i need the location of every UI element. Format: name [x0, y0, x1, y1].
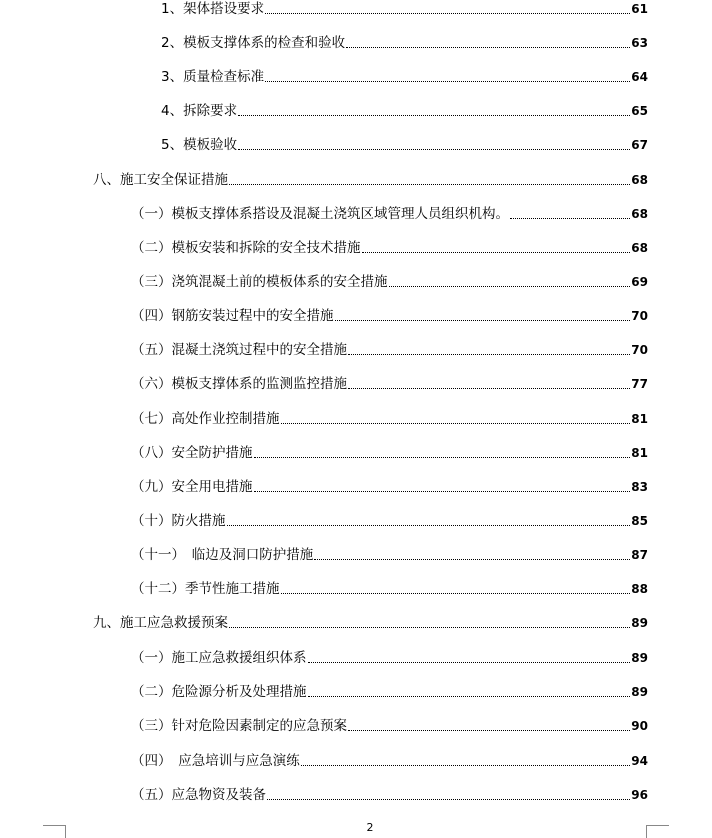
- toc-entry-page: 70: [631, 309, 648, 323]
- toc-entry[interactable]: [93, 614, 648, 632]
- toc-leader-dots: [335, 319, 631, 321]
- toc-entry[interactable]: [161, 136, 648, 154]
- toc-leader-dots: [314, 558, 630, 560]
- toc-leader-dots: [238, 148, 630, 150]
- toc-entry[interactable]: [93, 171, 648, 189]
- toc-entry-page: 70: [631, 343, 648, 357]
- toc-entry[interactable]: [131, 717, 648, 735]
- toc-entry[interactable]: [161, 68, 648, 86]
- toc-entry-title: 1、架体搭设要求: [161, 1, 265, 17]
- toc-entry-page: 89: [631, 616, 648, 630]
- toc-leader-dots: [281, 422, 631, 424]
- toc-entry-page: 83: [631, 480, 648, 494]
- toc-entry[interactable]: [131, 273, 648, 291]
- toc-entry[interactable]: [131, 546, 648, 564]
- toc-entry-title: （三）浇筑混凝土前的模板体系的安全措施: [131, 274, 388, 290]
- toc-entry-title: （七）高处作业控制措施: [131, 411, 280, 427]
- toc-entry[interactable]: [131, 239, 648, 257]
- toc-leader-dots: [389, 285, 631, 287]
- toc-entry-page: 63: [631, 36, 648, 50]
- toc-entry-page: 61: [631, 2, 648, 16]
- toc-leader-dots: [346, 46, 630, 48]
- toc-entry[interactable]: [131, 580, 648, 598]
- toc-entry-title: 八、施工安全保证措施: [93, 172, 228, 188]
- toc-entry[interactable]: [161, 34, 648, 52]
- toc-entry[interactable]: [131, 444, 648, 462]
- toc-leader-dots: [348, 353, 630, 355]
- toc-entry-title: （二）模板安装和拆除的安全技术措施: [131, 240, 361, 256]
- toc-entry-title: 4、拆除要求: [161, 103, 238, 119]
- toc-entry-page: 89: [631, 651, 648, 665]
- toc-leader-dots: [301, 764, 631, 766]
- toc-entry-title: 5、模板验收: [161, 137, 238, 153]
- toc-entry[interactable]: [161, 0, 648, 18]
- toc-leader-dots: [348, 387, 630, 389]
- toc-entry-title: 九、施工应急救援预案: [93, 615, 228, 631]
- toc-entry-title: （五）应急物资及装备: [131, 787, 266, 803]
- toc-leader-dots: [281, 592, 631, 594]
- toc-entry-page: 90: [631, 719, 648, 733]
- toc-leader-dots: [227, 524, 631, 526]
- toc-entry[interactable]: [131, 307, 648, 325]
- toc-entry-title: （三）针对危险因素制定的应急预案: [131, 718, 347, 734]
- toc-leader-dots: [238, 114, 630, 116]
- toc-entry[interactable]: [131, 478, 648, 496]
- toc-entry-title: （十一） 临边及洞口防护措施: [131, 547, 314, 563]
- toc-entry-title: （一）施工应急救援组织体系: [131, 650, 307, 666]
- toc-leader-dots: [362, 251, 631, 253]
- toc-leader-dots: [348, 729, 630, 731]
- toc-leader-dots: [265, 80, 630, 82]
- toc-leader-dots: [308, 661, 631, 663]
- toc-entry[interactable]: [131, 512, 648, 530]
- toc-entry-page: 68: [631, 173, 648, 187]
- toc-entry[interactable]: [131, 375, 648, 393]
- toc-leader-dots: [308, 695, 631, 697]
- toc-entry-page: 64: [631, 70, 648, 84]
- toc-entry[interactable]: [131, 683, 648, 701]
- toc-entry-page: 96: [631, 788, 648, 802]
- toc-entry-page: 88: [631, 582, 648, 596]
- page-number: 2: [366, 821, 374, 834]
- toc-entry-page: 85: [631, 514, 648, 528]
- toc-entry-page: 68: [631, 241, 648, 255]
- toc-entry-title: （五）混凝土浇筑过程中的安全措施: [131, 342, 347, 358]
- toc-entry-page: 65: [631, 104, 648, 118]
- toc-entry-page: 94: [631, 754, 648, 768]
- toc-entry-page: 68: [631, 207, 648, 221]
- toc-entry-title: （八）安全防护措施: [131, 445, 253, 461]
- toc-entry[interactable]: [161, 102, 648, 120]
- toc-entry-title: 3、质量检查标准: [161, 69, 265, 85]
- toc-leader-dots: [510, 217, 630, 219]
- toc-entry-title: （十二）季节性施工措施: [131, 581, 280, 597]
- toc-entry-page: 81: [631, 446, 648, 460]
- toc-leader-dots: [267, 798, 630, 800]
- toc-entry-title: （二）危险源分析及处理措施: [131, 684, 307, 700]
- toc-entry[interactable]: [131, 649, 648, 667]
- toc-entry-title: （六）模板支撑体系的监测监控措施: [131, 376, 347, 392]
- toc-entry-title: （四）钢筋安装过程中的安全措施: [131, 308, 334, 324]
- toc-leader-dots: [254, 490, 631, 492]
- toc-entry-page: 77: [631, 377, 648, 391]
- toc-entry[interactable]: [131, 341, 648, 359]
- toc-entry-page: 81: [631, 412, 648, 426]
- toc-entry-page: 87: [631, 548, 648, 562]
- toc-entry-title: （十）防火措施: [131, 513, 226, 529]
- toc-leader-dots: [254, 456, 631, 458]
- toc-entry-page: 67: [631, 138, 648, 152]
- toc-leader-dots: [265, 12, 630, 14]
- toc-entry[interactable]: [131, 786, 648, 804]
- toc-entry[interactable]: [131, 752, 648, 770]
- toc-entry-page: 69: [631, 275, 648, 289]
- toc-entry[interactable]: [131, 410, 648, 428]
- toc-entry[interactable]: [131, 205, 648, 223]
- toc-entry-title: 2、模板支撑体系的检查和验收: [161, 35, 346, 51]
- toc-entry-title: （四） 应急培训与应急演练: [131, 753, 300, 769]
- toc-leader-dots: [229, 183, 630, 185]
- toc-entry-page: 89: [631, 685, 648, 699]
- toc-leader-dots: [229, 626, 630, 628]
- toc-entry-title: （九）安全用电措施: [131, 479, 253, 495]
- toc-entry-title: （一）模板支撑体系搭设及混凝土浇筑区域管理人员组织机构。: [131, 206, 509, 222]
